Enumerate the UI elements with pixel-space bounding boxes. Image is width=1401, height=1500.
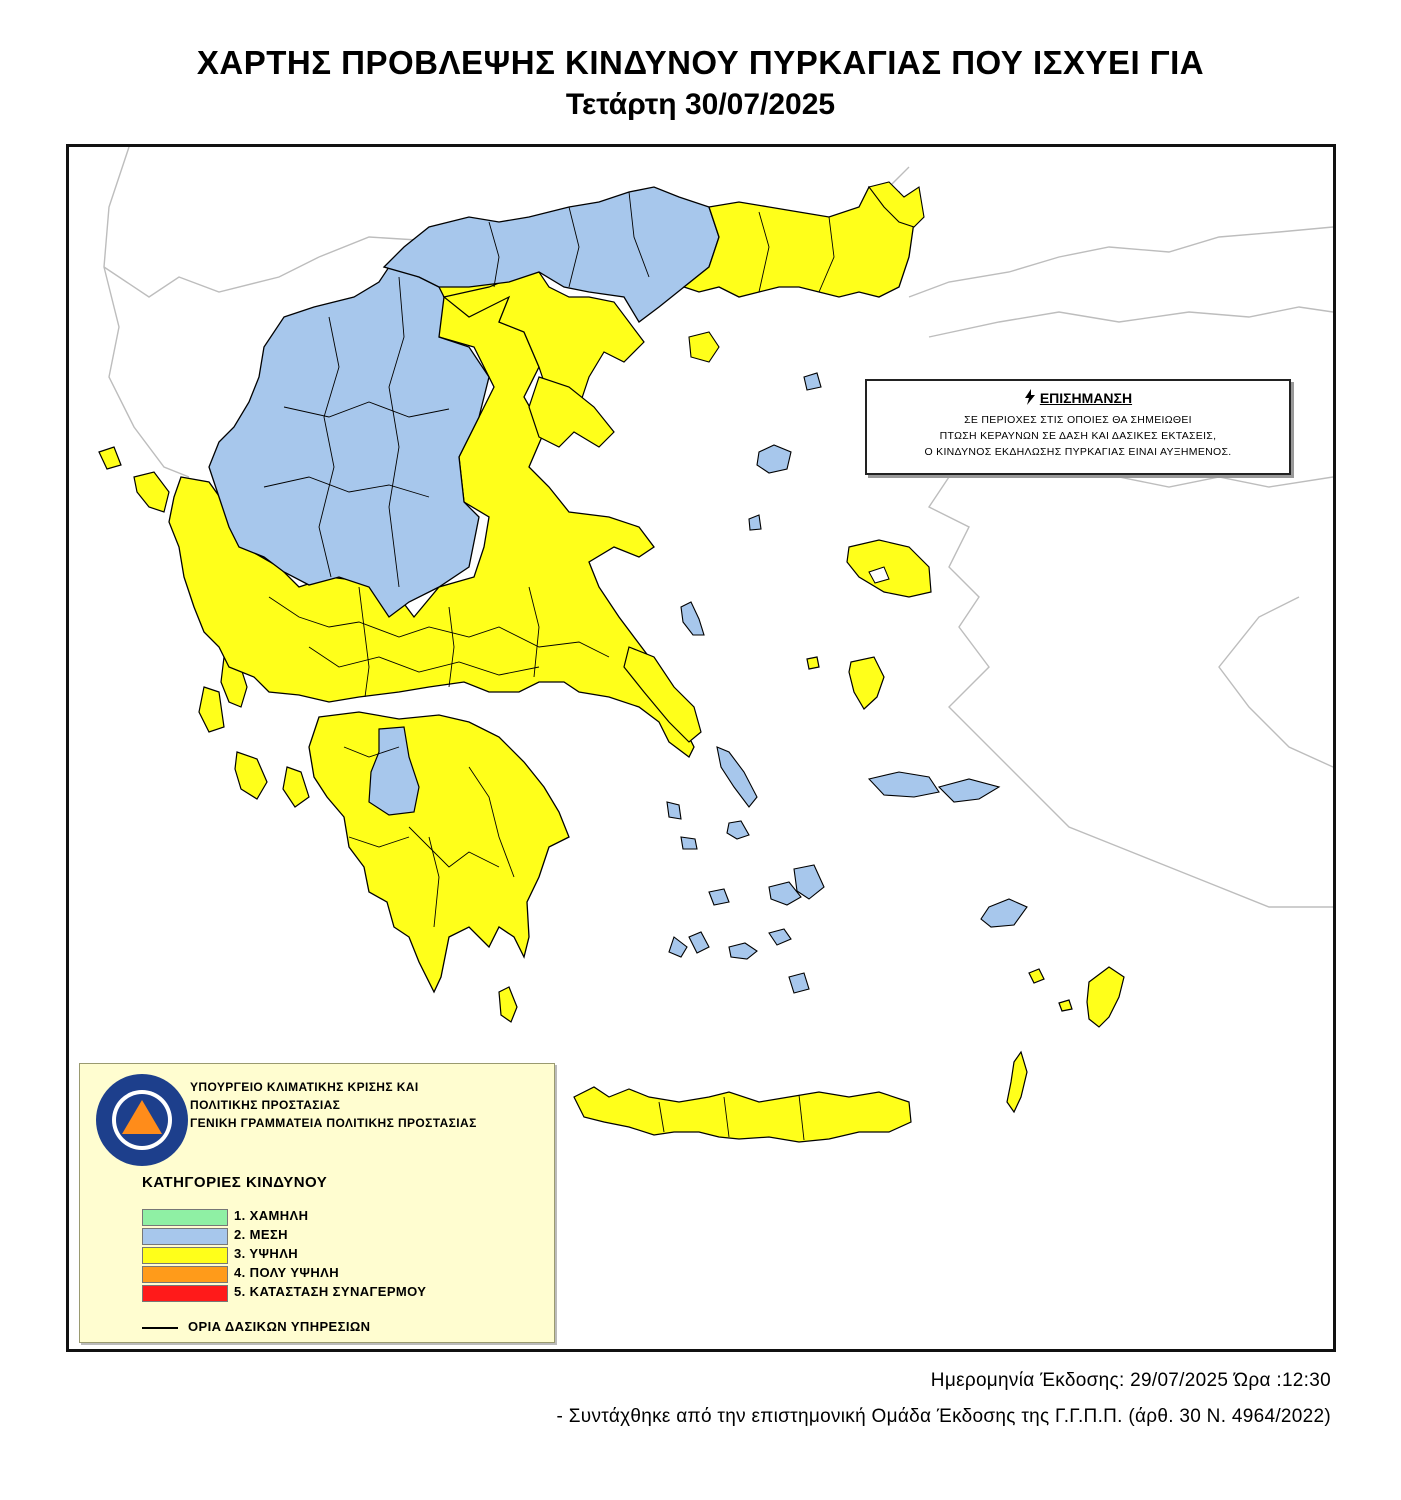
peloponnese-region	[309, 712, 569, 992]
legend-swatch-alarm	[142, 1285, 228, 1302]
notice-line-1: ΣΕ ΠΕΡΙΟΧΕΣ ΣΤΙΣ ΟΠΟΙΕΣ ΘΑ ΣΗΜΕΙΩΘΕΙ	[964, 414, 1192, 426]
categories-title: ΚΑΤΗΓΟΡΙΕΣ ΚΙΝΔΥΝΟΥ	[142, 1174, 328, 1191]
legend-label-low: 1. ΧΑΜΗΛΗ	[234, 1208, 309, 1223]
legend-panel	[79, 1063, 555, 1343]
legend-label-high: 3. ΥΨΗΛΗ	[234, 1246, 299, 1261]
legend-swatch-very-high	[142, 1266, 228, 1283]
notice-title: ΕΠΙΣΗΜΑΝΣΗ	[1039, 390, 1133, 406]
legend-swatch-medium	[142, 1228, 228, 1245]
notice-line-3: Ο ΚΙΝΔΥΝΟΣ ΕΚΔΗΛΩΣΗΣ ΠΥΡΚΑΓΙΑΣ ΕΙΝΑΙ ΑΥΞΗΜΕΝΟΣ.	[924, 446, 1232, 458]
notice-line-2: ΠΤΩΣΗ ΚΕΡΑΥΝΩΝ ΣΕ ΔΑΣΗ ΚΑΙ ΔΑΣΙΚΕΣ ΕΚΤΑΣΕΙΣ,	[939, 430, 1217, 442]
org-line-1: ΥΠΟΥΡΓΕΙΟ ΚΛΙΜΑΤΙΚΗΣ ΚΡΙΣΗΣ ΚΑΙ	[190, 1080, 419, 1094]
legend-label-very-high: 4. ΠΟΛΥ ΥΨΗΛΗ	[234, 1265, 339, 1280]
map-date: Τετάρτη 30/07/2025	[565, 88, 836, 121]
boundary-line-sample	[142, 1327, 178, 1329]
legend-swatch-low	[142, 1209, 228, 1226]
boundary-label: ΟΡΙΑ ΔΑΣΙΚΩΝ ΥΠΗΡΕΣΙΩΝ	[188, 1319, 371, 1334]
org-line-2: ΠΟΛΙΤΙΚΗΣ ΠΡΟΣΤΑΣΙΑΣ	[190, 1098, 341, 1112]
issue-date: Ημερομηνία Έκδοσης: 29/07/2025 Ώρα :12:30	[930, 1370, 1331, 1391]
notice-box	[865, 379, 1291, 475]
map-title: ΧΑΡΤΗΣ ΠΡΟΒΛΕΨΗΣ ΚΙΝΔΥΝΟΥ ΠΥΡΚΑΓΙΑΣ ΠΟΥ ΙΣΧΥΕΙ ΓΙΑ	[196, 44, 1205, 81]
thrace-region	[684, 187, 914, 297]
map-frame	[66, 144, 1336, 1352]
legend-swatch-high	[142, 1247, 228, 1264]
credit-line: - Συντάχθηκε από την επιστημονική Ομάδα Έκδοσης της Γ.Γ.Π.Π. (άρθ. 30 Ν. 4964/2022)	[556, 1406, 1331, 1427]
civil-protection-logo	[94, 1072, 190, 1168]
notice-header	[867, 389, 1289, 406]
lightning-icon	[1024, 389, 1036, 405]
org-line-3: ΓΕΝΙΚΗ ΓΡΑΜΜΑΤΕΙΑ ΠΟΛΙΤΙΚΗΣ ΠΡΟΣΤΑΣΙΑΣ	[190, 1116, 477, 1130]
legend-label-alarm: 5. ΚΑΤΑΣΤΑΣΗ ΣΥΝΑΓΕΡΜΟΥ	[234, 1284, 427, 1299]
thasos-island	[689, 332, 719, 362]
legend-label-medium: 2. ΜΕΣΗ	[234, 1227, 288, 1242]
